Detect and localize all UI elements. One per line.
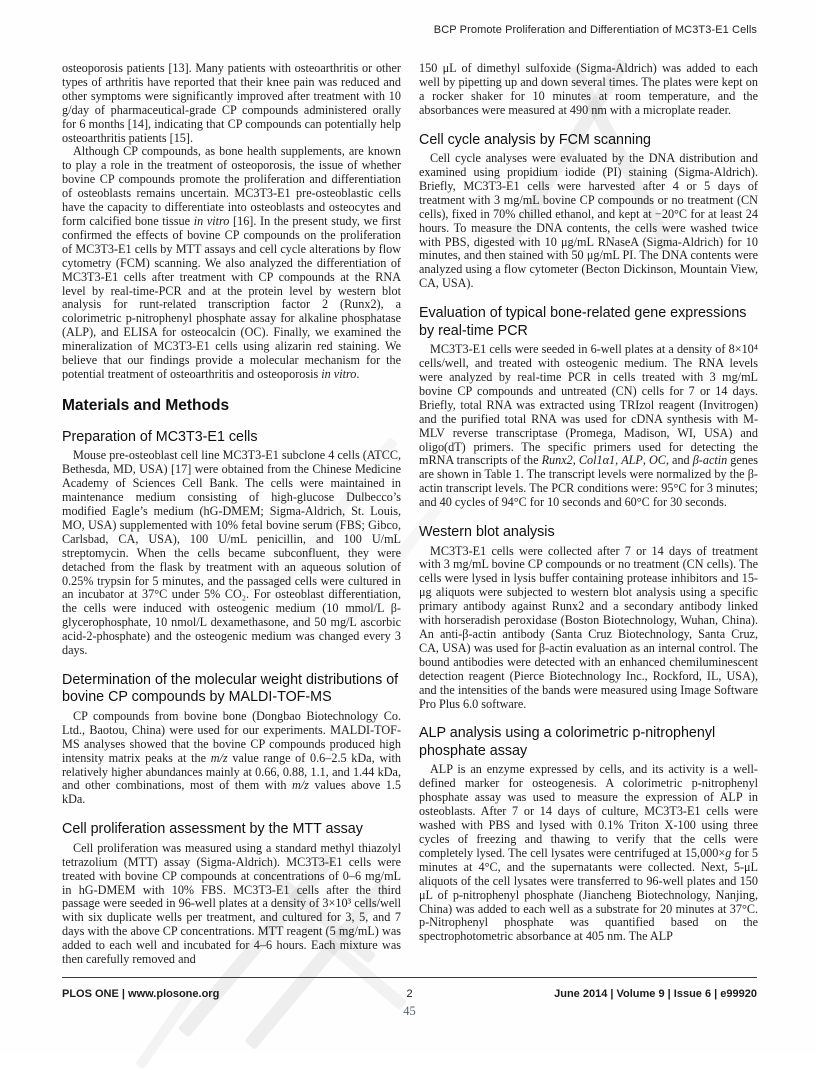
stamp-page-number: 45 [403, 1004, 416, 1018]
paragraph: CP compounds from bovine bone (Dongbao Biotechnology Co. Ltd., Baotou, China) were used for our experiments. MALDI-TOF-MS analyses showed that the bovine CP compounds produced high intensity matrix peaks at the m/z value range of 0.6–2.5 kDa, with relatively higher abundances mainly at 0.66, 0.88, 1.1, and 1.44 kDa, and other combinations, most of them with m/z values above 1.5 kDa. [62, 708, 401, 807]
paragraph: Mouse pre-osteoblast cell line MC3T3-E1 subclone 4 cells (ATCC, Bethesda, MD, USA) [17] were obtained from the Chinese Medicine Academy of Sciences Cell Bank. The cells were maintained in maintenance medium consisting of high-glucose Dulbecco’s modified Eagle’s medium (hG-DMEM; Sigma-Aldrich, St. Louis, MO, USA) supplemented with 10% fetal bovine serum (FBS; Gibco, Carlsbad, CA, USA), 100 U/mL penicillin, and 100 U/mL streptomycin. When the cells became subconfluent, they were detached from the flask by treatment with an aqueous solution of 0.25% trypsin for 5 minutes, and the passaged cells were cultured in an incubator at 37°C under 5% CO₂. For osteoblast differentiation, the cells were induced with osteogenic medium (10 mmol/L β-glycerophosphate, 10 nmol/L dexamethasone, and 50 mg/L ascorbic acid-2-phosphate) and the osteogenic medium was changed every 3 days. [62, 448, 401, 658]
running-title: BCP Promote Proliferation and Differentiation of MC3T3-E1 Cells [433, 24, 757, 36]
subsection-heading: Preparation of MC3T3-E1 cells [62, 428, 258, 445]
paragraph: MC3T3-E1 cells were collected after 7 or 14 days of treatment with 3 mg/mL bovine CP compounds or no treatment (CN cells). The cells were lysed in lysis buffer containing protease inhibitors and 15-μg aliquots were subjected to western blot analysis using a specific primary antibody against Runx2 and a secondary antibody linked with horseradish peroxidase (Boston Biotechnology, Wuhan, China). An anti-β-actin antibody (Santa Cruz Biotechnology, Santa Cruz, CA, USA) was used for β-actin evaluation as an internal control. The bound antibodies were detected with an enhanced chemiluminescent detection reagent (Pierce Biotechnology Inc., Rockford, IL, USA), and the intensities of the bands were measured using Image Software Pro Plus 6.0 software. [419, 543, 758, 711]
article-body [62, 62, 758, 972]
footer-page-number: 2 [406, 988, 413, 1000]
footer-issue-info: June 2014 | Volume 9 | Issue 6 | e99920 [554, 988, 757, 1000]
subsection-heading: Western blot analysis [419, 524, 555, 541]
paragraph: Cell cycle analyses were evaluated by the DNA distribution and examined using propidium iodide (PI) staining (Sigma-Aldrich). Briefly, MC3T3-E1 cells were harvested after 4 or 5 days of treatment with 3 mg/mL bovine CP compounds or no treatment (CN cells), fixed in 70% chilled ethanol, and kept at −20°C for at least 24 hours. To measure the DNA contents, the cells were washed twice with PBS, digested with 10 μg/mL RNaseA (Sigma-Aldrich) for 10 minutes, and then stained with 50 μg/mL PI. The DNA contents were analyzed using a flow cytometer (Becton Dickinson, Mountain View, CA, USA). [419, 151, 758, 291]
right-column [419, 62, 758, 972]
paragraph: 150 μL of dimethyl sulfoxide (Sigma-Aldrich) was added to each well by pipetting up and down several times. The plates were kept on a rocker shaker for 10 minutes at room temperature, and the absorbances were measured at 490 nm with a microplate reader. [419, 62, 758, 117]
subsection-heading: Evaluation of typical bone-related gene expressions by real-time PCR [419, 305, 747, 339]
subsection-heading: Cell proliferation assessment by the MTT assay [62, 821, 363, 838]
paragraph: MC3T3-E1 cells were seeded in 6-well plates at a density of 8×10⁴ cells/well, and treated with osteogenic medium. The RNA levels were analyzed by real-time PCR in cells treated with 3 mg/mL bovine CP compounds and untreated (CN) cells for 7 or 14 days. Briefly, total RNA was extracted using TRIzol reagent (Invitrogen) and the purified total RNA was used for cDNA synthesis with M-MLV reverse transcriptase (Promega, Madison, WI, USA) and oligo(dT) primers. The specific primers used for detecting the mRNA transcripts of the Runx2, Col1α1, ALP, OC, and β-actin genes are shown in Table 1. The transcript levels were normalized by the β-actin transcript levels. The PCR conditions were: 95°C for 3 minutes; and 40 cycles of 94°C for 10 seconds and 60°C for 30 seconds. [419, 342, 758, 510]
footer-journal: PLOS ONE | www.plosone.org [62, 988, 220, 1000]
watermark-stroke [135, 990, 195, 1069]
subsection-heading: Determination of the molecular weight distributions of bovine CP compounds by MALDI-TOF-MS [62, 671, 399, 706]
subsection-heading: ALP analysis using a colorimetric p-nitrophenyl phosphate assay [419, 725, 716, 759]
paragraph: osteoporosis patients [13]. Many patients with osteoarthritis or other types of arthritis have reported that their knee pain was reduced and other symptoms were significantly improved after treatment with 10 g/day of pharmaceutical-grade CP compounds administered orally for 6 months [14], indicating that CP compounds can potentially help osteoarthritis patients [15]. [62, 62, 401, 145]
subsection-heading: Cell cycle analysis by FCM scanning [419, 131, 652, 148]
paragraph: Cell proliferation was measured using a standard methyl thiazolyl tetrazolium (MTT) assay (Sigma-Aldrich). MC3T3-E1 cells were treated with bovine CP compounds at concentrations of 0–6 mg/mL in hG-DMEM with 10% FBS. MC3T3-E1 cells after the third passage were seeded in 96-well plates at a density of 3×10³ cells/well with six duplicate wells per treatment, and cultured for 3, 5, and 7 days with the above CP concentrations. MTT reagent (5 mg/mL) was added to each well and incubated for 4–6 hours. Each mixture was then carefully removed and [62, 840, 401, 967]
paragraph: Although CP compounds, as bone health supplements, are known to play a role in the treatment of osteoporosis, the issue of whether bovine CP compounds promote the proliferation and differentiation of osteoblasts remains uncertain. MC3T3-E1 pre-osteoblastic cells have the capacity to differentiate into osteoblasts and osteocytes and form calcified bone tissue in vitro [16]. In the present study, we first confirmed the effects of bovine CP compounds on the proliferation of MC3T3-E1 cells by MTT assays and cell cycle alterations by flow cytometry (FCM) scanning. We also analyzed the differentiation of MC3T3-E1 cells after treatment with CP compounds at the RNA level by real-time-PCR and at the protein level by western blot analysis for runt-related transcription factor 2 (Runx2), a colorimetric p-nitrophenyl phosphate assay for alkaline phosphatase (ALP), and ELISA for osteocalcin (OC). Finally, we examined the mineralization of MC3T3-E1 cells using alizarin red staining. We believe that our findings provide a molecular mechanism for the potential treatment of osteoarthritis and osteoporosis in vitro. [62, 144, 401, 381]
section-heading: Materials and Methods [62, 396, 230, 414]
footer [62, 988, 757, 1000]
left-column [62, 62, 401, 972]
footer-divider [62, 977, 757, 978]
paragraph: ALP is an enzyme expressed by cells, and its activity is a well-defined marker for osteogenesis. A colorimetric p-nitrophenyl phosphate assay was used to measure the expression of ALP in osteoblasts. After 7 or 14 days of culture, MC3T3-E1 cells were washed with PBS and lysed with 0.1% Triton X-100 using three cycles of freezing and thawing to verify that the cells were completely lysed. The cell lysates were centrifuged at 15,000×g for 5 minutes at 4°C, and the supernatants were collected. Next, 5-μL aliquots of the cell lysates were transferred to 96-well plates and 150 μL of p-nitrophenyl phosphate (Jiancheng Biotechnology, Nanjing, China) was added to each well as a substrate for 20 minutes at 37°C. p-Nitrophenyl phosphate was quantified based on the spectrophotometric absorbance at 405 nm. The ALP [419, 762, 758, 944]
